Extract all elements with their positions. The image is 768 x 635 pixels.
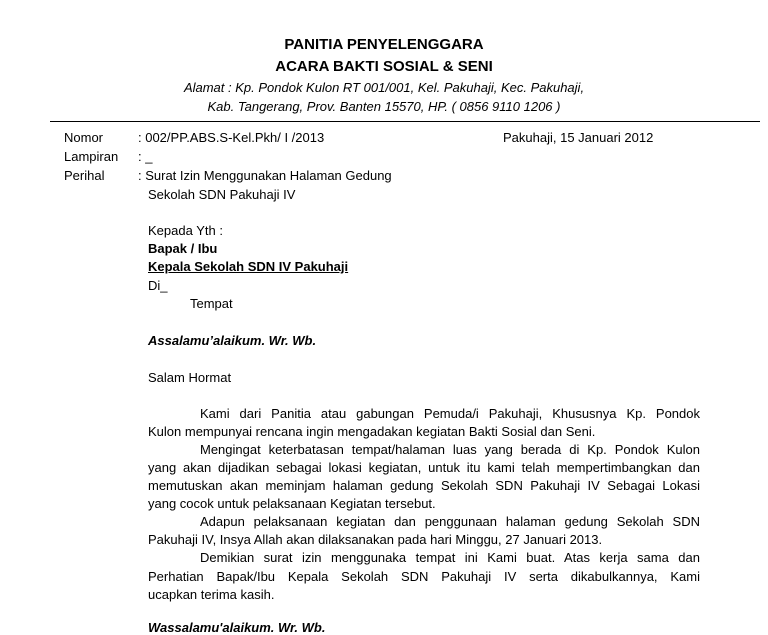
letterhead-divider bbox=[50, 121, 760, 122]
recipient-title: Bapak / Ibu bbox=[148, 241, 218, 256]
recipient-kepada: Kepada Yth : bbox=[148, 223, 223, 238]
nomor-label: Nomor bbox=[64, 130, 104, 145]
body-line: Adapun pelaksanaan kegiatan dan penggunaan halaman gedung Sekolah SDN bbox=[200, 514, 700, 529]
letter-date: Pakuhaji, 15 Januari 2012 bbox=[503, 130, 654, 145]
lampiran-label: Lampiran bbox=[64, 149, 119, 164]
body-line: memutuskan akan meminjam halaman gedung Sekolah SDN Pakuhaji IV Sebagai Lokasi bbox=[148, 478, 700, 493]
salam-hormat: Salam Hormat bbox=[148, 370, 232, 385]
event-name: ACARA BAKTI SOSIAL & SENI bbox=[275, 58, 493, 75]
recipient-di: Di_ bbox=[148, 278, 168, 293]
recipient-position: Kepala Sekolah SDN IV Pakuhaji bbox=[148, 259, 349, 274]
nomor-value: : 002/PP.ABS.S-Kel.Pkh/ I /2013 bbox=[138, 130, 325, 145]
body-line: yang cocok untuk pelaksanaan Kegiatan tersebut. bbox=[148, 496, 436, 511]
lampiran-value: : _ bbox=[138, 149, 153, 164]
closing-salutation: Wassalamu'alaikum. Wr. Wb. bbox=[148, 620, 326, 635]
body-line: Demikian surat izin menggunaka tempat ini Kami buat. Atas kerja sama dan bbox=[200, 550, 700, 565]
greeting: Assalamu’alaikum. Wr. Wb. bbox=[148, 333, 317, 348]
body-line: yang akan dijadikan sebagai lokasi kegiatan, untuk itu kami telah mempertimbangkan dan bbox=[148, 460, 700, 475]
body-line: ucapkan terima kasih. bbox=[148, 587, 275, 602]
body-line: Perhatian Bapak/Ibu Kepala Sekolah SDN Pakuhaji IV serta dikabulkannya, Kami bbox=[148, 569, 700, 584]
perihal-value-line-2: Sekolah SDN Pakuhaji IV bbox=[148, 187, 296, 202]
address-line-2: Kab. Tangerang, Prov. Banten 15570, HP. ( 0856 9110 1206 ) bbox=[207, 99, 561, 114]
perihal-value-line-1: : Surat Izin Menggunakan Halaman Gedung bbox=[138, 168, 392, 183]
body-line: Pakuhaji IV, Insya Allah akan dilaksanakan pada hari Minggu, 27 Januari 2013. bbox=[148, 532, 603, 547]
perihal-label: Perihal bbox=[64, 168, 105, 183]
body-line: Kami dari Panitia atau gabungan Pemuda/i Pakuhaji, Khususnya Kp. Pondok bbox=[200, 406, 700, 421]
body-line: Mengingat keterbatasan tempat/halaman luas yang berada di Kp. Pondok Kulon bbox=[200, 442, 700, 457]
address-line-1: Alamat : Kp. Pondok Kulon RT 001/001, Kel. Pakuhaji, Kec. Pakuhaji, bbox=[183, 80, 585, 95]
recipient-place: Tempat bbox=[190, 296, 233, 311]
organization-name: PANITIA PENYELENGGARA bbox=[284, 36, 484, 53]
body-line: Kulon mempunyai rencana ingin mengadakan kegiatan Bakti Sosial dan Seni. bbox=[148, 424, 596, 439]
